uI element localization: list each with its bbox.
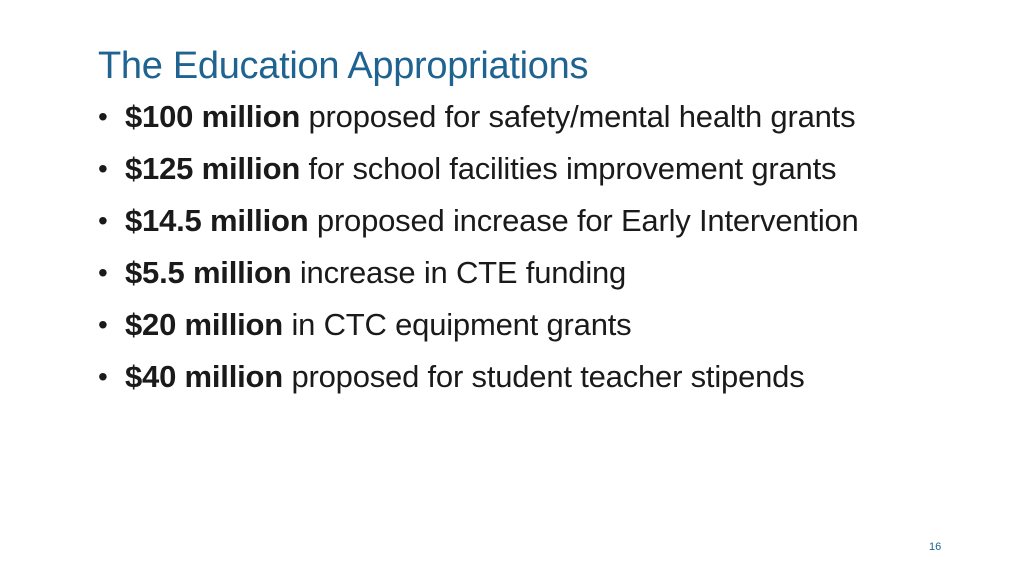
bullet-dot-icon: •: [98, 257, 108, 288]
bullet-text: proposed increase for Early Intervention: [308, 203, 859, 238]
bullet-dot-icon: •: [98, 153, 108, 184]
bullet-amount: $20 million: [125, 307, 284, 342]
bullet-text: proposed for student teacher stipends: [283, 359, 805, 394]
bullet-dot-icon: •: [98, 309, 108, 340]
bullet-item: [98, 148, 978, 190]
bullet-amount: $125 million: [125, 151, 301, 186]
bullet-dot-icon: •: [98, 205, 108, 236]
slide-title: The Education Appropriations: [98, 45, 589, 87]
bullet-amount: $14.5 million: [125, 203, 309, 238]
bullet-amount: $5.5 million: [125, 255, 292, 290]
bullet-amount: $100 million: [125, 99, 301, 134]
bullet-text: for school facilities improvement grants: [300, 151, 837, 186]
bullet-item: [98, 356, 978, 398]
bullet-amount: $40 million: [125, 359, 284, 394]
bullet-item: [98, 304, 978, 346]
bullet-text: proposed for safety/mental health grants: [300, 99, 856, 134]
bullet-item: [98, 252, 978, 294]
bullet-list: [98, 96, 978, 408]
bullet-dot-icon: •: [98, 361, 108, 392]
bullet-text: in CTC equipment grants: [283, 307, 632, 342]
page-number: 16: [929, 541, 942, 553]
bullet-item: [98, 200, 978, 242]
bullet-text: increase in CTE funding: [291, 255, 627, 290]
bullet-dot-icon: •: [98, 101, 108, 132]
bullet-item: [98, 96, 978, 138]
